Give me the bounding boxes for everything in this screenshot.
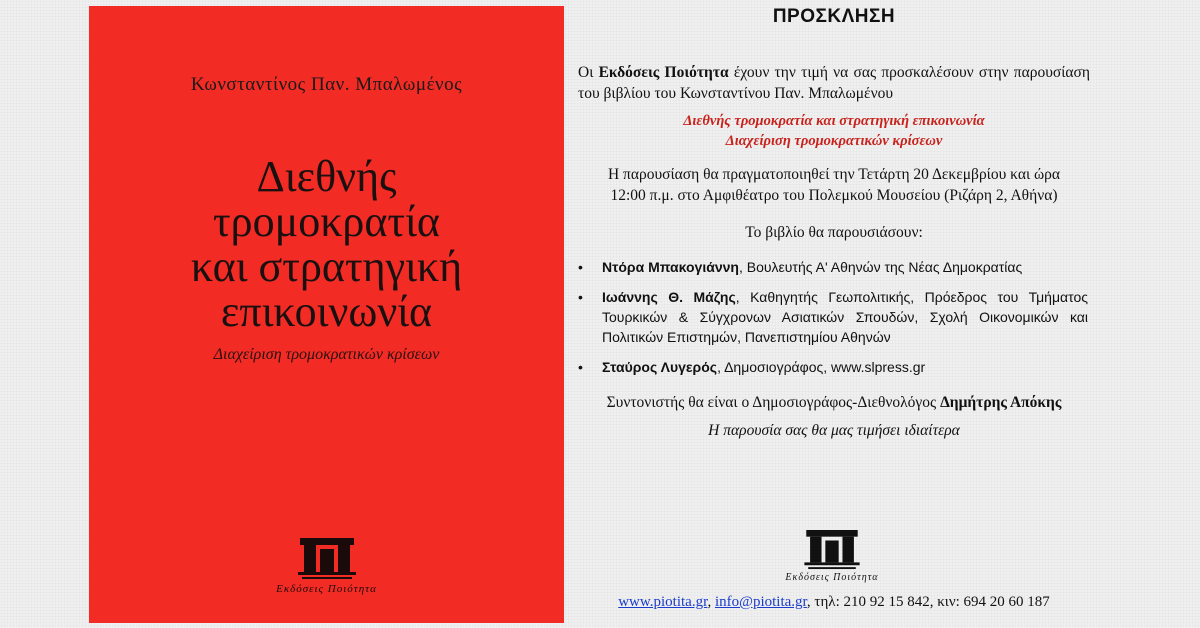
- email-link[interactable]: info@piotita.gr: [714, 594, 807, 610]
- contact-phones: , τηλ: 210 92 15 842, κιν: 694 20 60 187: [806, 594, 1050, 610]
- contact-line: [568, 594, 1100, 611]
- cover-title-line: επικοινωνία: [220, 287, 433, 336]
- speaker-role: , Δημοσιογράφος, www.slpress.gr: [717, 359, 926, 375]
- cover-author: Κωνσταντίνος Παν. Μπαλωμένος: [190, 74, 463, 95]
- bullet-icon: •: [578, 289, 583, 305]
- list-item: [568, 287, 1100, 347]
- invitation-heading: ΠΡΟΣΚΛΗΣΗ: [772, 6, 896, 27]
- closing-line: Η παρουσία σας θα μας τιμήσει ιδιαίτερα: [708, 422, 960, 439]
- publisher-logo-name: Εκδόσεις Ποιότητα: [785, 572, 879, 583]
- speaker-role: , Βουλευτής Α' Αθηνών της Νέας Δημοκρατίας: [738, 259, 1023, 275]
- speaker-name: Ιωάννης Θ. Μάζης: [602, 289, 736, 305]
- book-cover: [89, 6, 564, 623]
- publisher-logo: [768, 530, 896, 583]
- list-item: [568, 257, 1100, 277]
- publisher-logo-icon: [298, 538, 356, 580]
- event-line-2: 12:00 π.μ. στο Αμφιθέατρο του Πολεμκού Μουσείου (Ριζάρη 2, Αθήνα): [610, 187, 1058, 204]
- coordinator-text: Συντονιστής θα είναι ο Δημοσιογράφος-Διεθνολόγος: [606, 394, 941, 411]
- bullet-icon: •: [578, 259, 583, 275]
- cover-subtitle: Διαχείριση τρομοκρατικών κρίσεων: [213, 346, 440, 363]
- speaker-name: Ντόρα Μπακογιάννη: [602, 259, 739, 275]
- book-title: Διεθνής τρομοκρατία και στρατηγική επικοινωνία: [683, 113, 985, 129]
- speaker-name: Σταύρος Λυγερός: [602, 359, 718, 375]
- list-item: [568, 357, 1100, 377]
- cover-publisher-logo: [259, 538, 394, 595]
- book-subtitle: Διαχείριση τρομοκρατικών κρίσεων: [725, 133, 943, 149]
- cover-title: [89, 154, 564, 334]
- presenters-intro: Το βιβλίο θα παρουσιάσουν:: [745, 224, 923, 241]
- event-line-1: Η παρουσίαση θα πραγματοποιηθεί την Τετάρτη 20 Δεκεμβρίου και ώρα: [607, 166, 1061, 183]
- invitation-intro: [578, 62, 1090, 104]
- bullet-icon: •: [578, 359, 583, 375]
- coordinator-line: [568, 394, 1100, 412]
- cover-title-line: τρομοκρατία: [213, 197, 440, 246]
- publisher-logo-icon: [804, 530, 860, 570]
- intro-prefix: Οι: [578, 64, 599, 81]
- website-link[interactable]: www.piotita.gr: [618, 594, 708, 610]
- contact-sep: ,: [707, 594, 715, 610]
- cover-title-line: και στρατηγική: [190, 242, 463, 291]
- coordinator-name: Δημήτρης Απόκης: [940, 394, 1062, 411]
- intro-rest: έχουν την τιμή να σας προσκαλέσουν στην παρουσίαση του βιβλίου του Κωνσταντίνου Παν. Μπαλωμένου: [578, 64, 1090, 102]
- cover-publisher-name: Εκδόσεις Ποιότητα: [276, 583, 377, 595]
- speakers-list: [568, 257, 1100, 387]
- cover-title-line: Διεθνής: [256, 152, 397, 201]
- intro-publisher: Εκδόσεις Ποιότητα: [598, 64, 729, 81]
- speaker-role: , Καθηγητής Γεωπολιτικής, Πρόεδρος του Τμήματος Τουρκικών & Σύγχρονων Ασιατικών Σπουδών, Σχολή Οικονομικών και Πολιτικών Επιστημών, Πανεπιστημίου Αθηνών: [602, 289, 1088, 345]
